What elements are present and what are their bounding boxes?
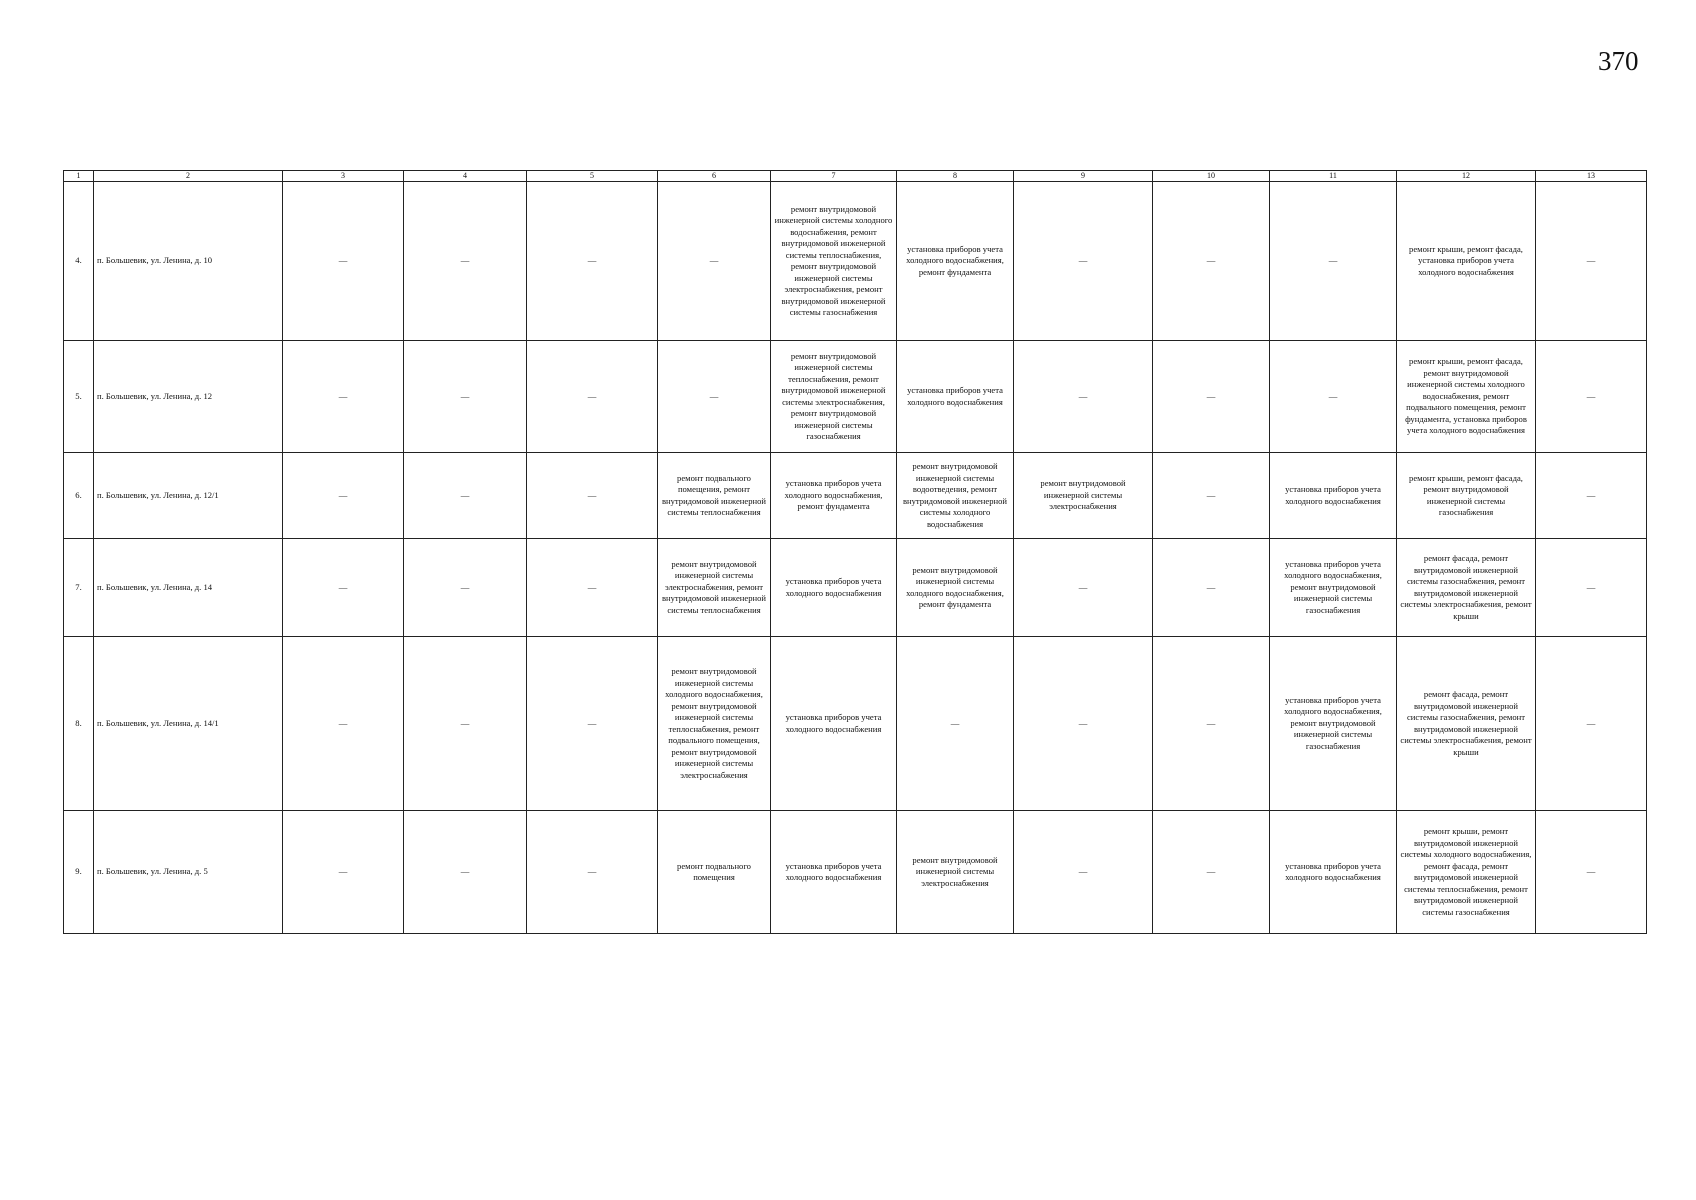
header-cell: 10 <box>1153 171 1270 182</box>
row-number: 7. <box>64 539 94 637</box>
empty-dash-cell: — <box>1153 453 1270 539</box>
empty-dash-cell: — <box>1014 341 1153 453</box>
empty-dash-cell: — <box>1014 811 1153 934</box>
header-cell: 7 <box>771 171 897 182</box>
work-cell: установка приборов учета холодного водоснабжения, ремонт внутридомовой инженерной системы газоснабжения <box>1270 637 1397 811</box>
empty-dash-cell: — <box>1153 811 1270 934</box>
empty-dash-cell: — <box>1536 539 1647 637</box>
work-cell: установка приборов учета холодного водоснабжения, ремонт фундамента <box>897 182 1014 341</box>
empty-dash-cell: — <box>1014 637 1153 811</box>
empty-dash-cell: — <box>283 539 404 637</box>
empty-dash-cell: — <box>1536 811 1647 934</box>
work-cell: ремонт подвального помещения <box>658 811 771 934</box>
work-cell: установка приборов учета холодного водоснабжения <box>1270 453 1397 539</box>
empty-dash-cell: — <box>404 539 527 637</box>
empty-dash-cell: — <box>527 637 658 811</box>
address-cell: п. Большевик, ул. Ленина, д. 12/1 <box>94 453 283 539</box>
header-cell: 1 <box>64 171 94 182</box>
work-cell: ремонт крыши, ремонт фасада, ремонт внутридомовой инженерной системы холодного водоснабжения, ремонт подвального помещения, ремонт фундамента, установка приборов учета холодного водоснабжения <box>1397 341 1536 453</box>
row-number: 4. <box>64 182 94 341</box>
page-number: 370 <box>1598 46 1639 76</box>
address-cell: п. Большевик, ул. Ленина, д. 10 <box>94 182 283 341</box>
empty-dash-cell: — <box>283 182 404 341</box>
work-cell: установка приборов учета холодного водоснабжения <box>771 811 897 934</box>
work-cell: ремонт внутридомовой инженерной системы теплоснабжения, ремонт внутридомовой инженерной системы электроснабжения, ремонт внутридомовой инженерной системы газоснабжения <box>771 341 897 453</box>
empty-dash-cell: — <box>404 341 527 453</box>
row-number: 9. <box>64 811 94 934</box>
empty-dash-cell: — <box>283 453 404 539</box>
empty-dash-cell: — <box>1536 182 1647 341</box>
empty-dash-cell: — <box>658 341 771 453</box>
table-row <box>64 637 1647 811</box>
work-cell: установка приборов учета холодного водоснабжения <box>771 637 897 811</box>
header-cell: 11 <box>1270 171 1397 182</box>
empty-dash-cell: — <box>658 182 771 341</box>
empty-dash-cell: — <box>897 637 1014 811</box>
table-row <box>64 341 1647 453</box>
empty-dash-cell: — <box>1014 182 1153 341</box>
address-cell: п. Большевик, ул. Ленина, д. 12 <box>94 341 283 453</box>
empty-dash-cell: — <box>527 539 658 637</box>
address-cell: п. Большевик, ул. Ленина, д. 14/1 <box>94 637 283 811</box>
header-cell: 4 <box>404 171 527 182</box>
row-number: 5. <box>64 341 94 453</box>
work-cell: ремонт внутридомовой инженерной системы холодного водоснабжения, ремонт внутридомовой инженерной системы теплоснабжения, ремонт внутридомовой инженерной системы электроснабжения, ремонт внутридомовой инженерной системы газоснабжения <box>771 182 897 341</box>
empty-dash-cell: — <box>283 637 404 811</box>
empty-dash-cell: — <box>527 453 658 539</box>
address-cell: п. Большевик, ул. Ленина, д. 5 <box>94 811 283 934</box>
work-cell: установка приборов учета холодного водоснабжения <box>771 539 897 637</box>
header-row <box>64 171 1647 182</box>
table-row <box>64 811 1647 934</box>
work-cell: установка приборов учета холодного водоснабжения, ремонт фундамента <box>771 453 897 539</box>
empty-dash-cell: — <box>1270 182 1397 341</box>
empty-dash-cell: — <box>527 182 658 341</box>
table-row <box>64 182 1647 341</box>
empty-dash-cell: — <box>404 811 527 934</box>
header-cell: 12 <box>1397 171 1536 182</box>
empty-dash-cell: — <box>404 453 527 539</box>
work-cell: ремонт внутридомовой инженерной системы водоотведения, ремонт внутридомовой инженерной системы холодного водоснабжения <box>897 453 1014 539</box>
empty-dash-cell: — <box>1270 341 1397 453</box>
empty-dash-cell: — <box>1153 539 1270 637</box>
work-cell: ремонт крыши, ремонт фасада, ремонт внутридомовой инженерной системы газоснабжения <box>1397 453 1536 539</box>
row-number: 8. <box>64 637 94 811</box>
header-cell: 3 <box>283 171 404 182</box>
header-cell: 2 <box>94 171 283 182</box>
empty-dash-cell: — <box>527 811 658 934</box>
work-cell: установка приборов учета холодного водоснабжения <box>897 341 1014 453</box>
work-cell: ремонт внутридомовой инженерной системы холодного водоснабжения, ремонт внутридомовой инженерной системы теплоснабжения, ремонт подвального помещения, ремонт внутридомовой инженерной системы электроснабжения <box>658 637 771 811</box>
work-cell: ремонт фасада, ремонт внутридомовой инженерной системы газоснабжения, ремонт внутридомовой инженерной системы электроснабжения, ремонт крыши <box>1397 637 1536 811</box>
empty-dash-cell: — <box>1536 341 1647 453</box>
empty-dash-cell: — <box>1536 453 1647 539</box>
work-cell: ремонт внутридомовой инженерной системы электроснабжения <box>1014 453 1153 539</box>
address-cell: п. Большевик, ул. Ленина, д. 14 <box>94 539 283 637</box>
work-cell: установка приборов учета холодного водоснабжения <box>1270 811 1397 934</box>
repair-schedule-table <box>63 170 1647 934</box>
header-cell: 5 <box>527 171 658 182</box>
table-row <box>64 539 1647 637</box>
empty-dash-cell: — <box>1153 182 1270 341</box>
empty-dash-cell: — <box>283 811 404 934</box>
table-row <box>64 453 1647 539</box>
empty-dash-cell: — <box>527 341 658 453</box>
header-cell: 13 <box>1536 171 1647 182</box>
work-cell: ремонт внутридомовой инженерной системы электроснабжения <box>897 811 1014 934</box>
header-cell: 8 <box>897 171 1014 182</box>
work-cell: ремонт подвального помещения, ремонт внутридомовой инженерной системы теплоснабжения <box>658 453 771 539</box>
empty-dash-cell: — <box>404 182 527 341</box>
empty-dash-cell: — <box>1014 539 1153 637</box>
work-cell: ремонт фасада, ремонт внутридомовой инженерной системы газоснабжения, ремонт внутридомовой инженерной системы электроснабжения, ремонт крыши <box>1397 539 1536 637</box>
empty-dash-cell: — <box>283 341 404 453</box>
empty-dash-cell: — <box>404 637 527 811</box>
work-cell: ремонт внутридомовой инженерной системы холодного водоснабжения, ремонт фундамента <box>897 539 1014 637</box>
work-cell: ремонт внутридомовой инженерной системы электроснабжения, ремонт внутридомовой инженерной системы теплоснабжения <box>658 539 771 637</box>
header-cell: 6 <box>658 171 771 182</box>
empty-dash-cell: — <box>1153 341 1270 453</box>
work-cell: ремонт крыши, ремонт внутридомовой инженерной системы холодного водоснабжения, ремонт фасада, ремонт внутридомовой инженерной системы теплоснабжения, ремонт внутридомовой инженерной системы газоснабжения <box>1397 811 1536 934</box>
row-number: 6. <box>64 453 94 539</box>
work-cell: установка приборов учета холодного водоснабжения, ремонт внутридомовой инженерной системы газоснабжения <box>1270 539 1397 637</box>
work-cell: ремонт крыши, ремонт фасада, установка приборов учета холодного водоснабжения <box>1397 182 1536 341</box>
empty-dash-cell: — <box>1536 637 1647 811</box>
header-cell: 9 <box>1014 171 1153 182</box>
empty-dash-cell: — <box>1153 637 1270 811</box>
